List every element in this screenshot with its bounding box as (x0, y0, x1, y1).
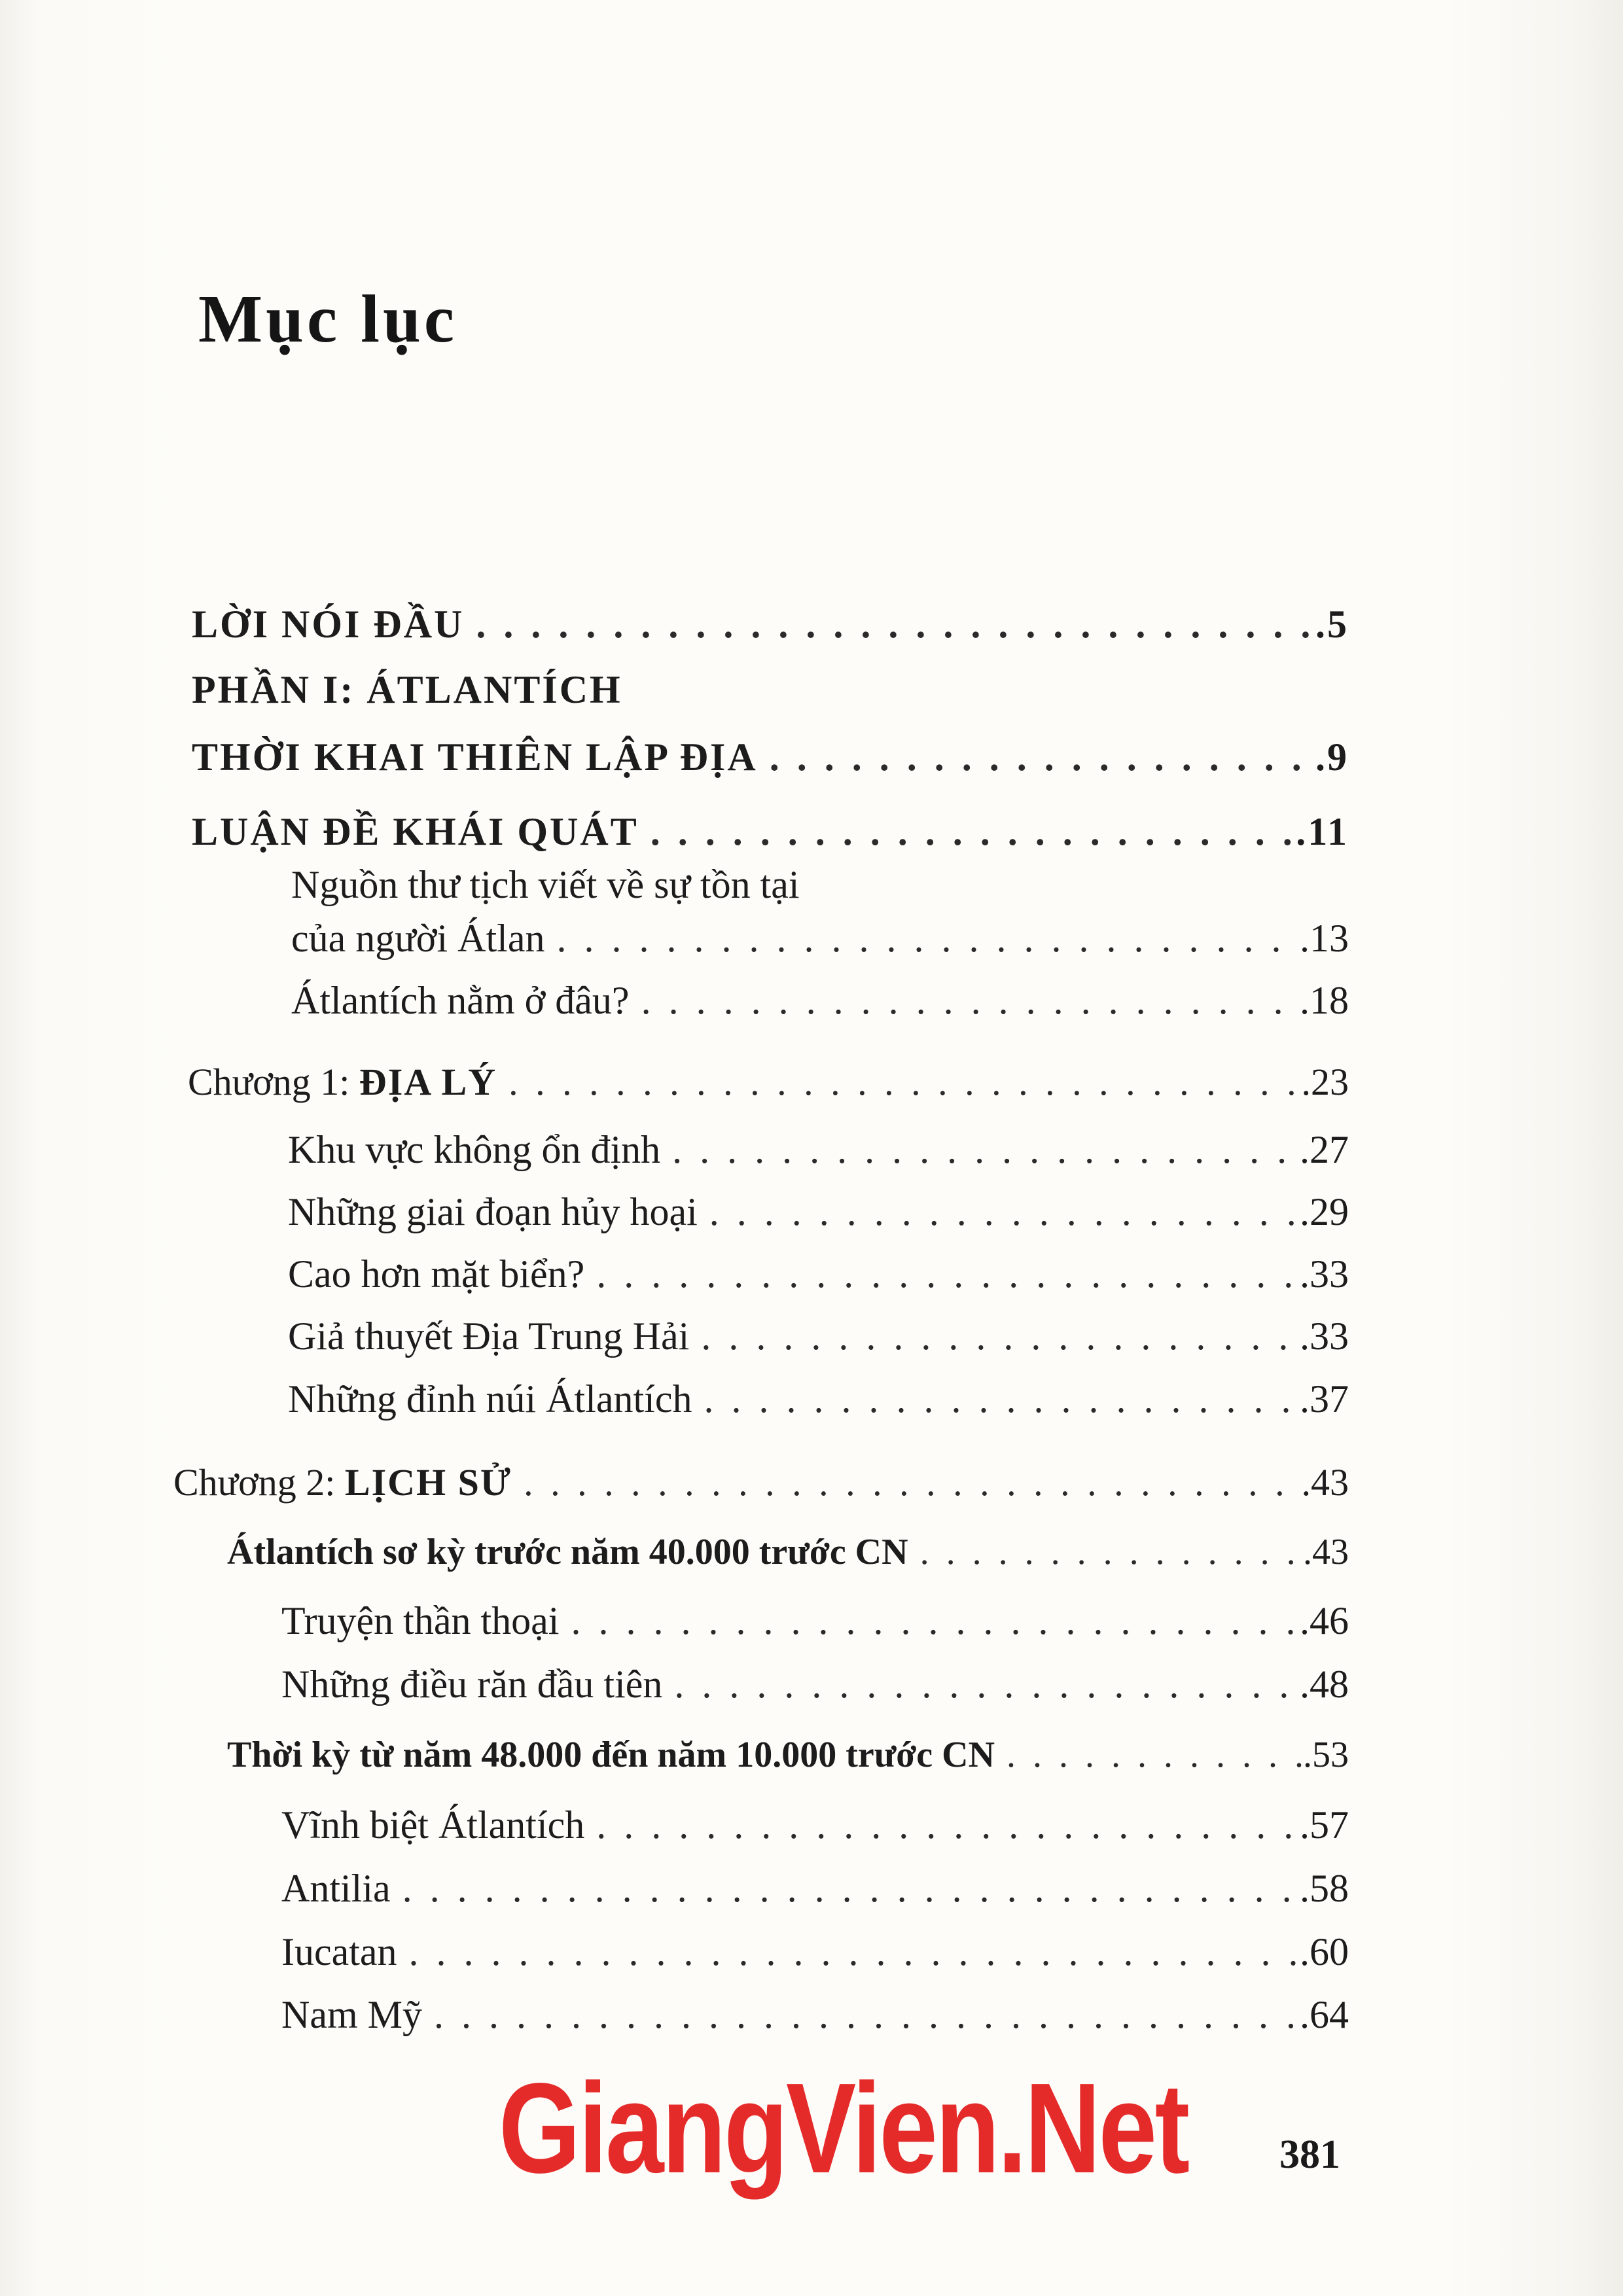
toc-entry-so-ky[interactable] (227, 1531, 1349, 1583)
dot-leader (709, 1190, 1300, 1235)
dot-leader (701, 1314, 1300, 1359)
toc-entry-dieu-ran[interactable] (281, 1662, 1349, 1714)
toc-entry-page: .43 (1301, 1461, 1349, 1504)
toc-entry-label: Khu vực không ổn định (288, 1128, 661, 1171)
dot-leader (556, 916, 1300, 961)
toc-entry-label: Những điều răn đầu tiên (281, 1663, 663, 1706)
toc-entry-atlantich-nam-o-dau[interactable] (291, 978, 1349, 1031)
toc-entry-vinh-biet[interactable] (281, 1803, 1349, 1855)
toc-entry-page: .27 (1300, 1128, 1349, 1171)
dot-leader (434, 1992, 1300, 2038)
chapter-title: ĐỊA LÝ (359, 1061, 497, 1103)
dot-leader (674, 1662, 1300, 1707)
toc-entry-page: .9 (1315, 735, 1349, 779)
toc-entry-label: LỜI NÓI ĐẦU (192, 603, 465, 646)
dot-leader (651, 809, 1296, 855)
toc-entry-label: PHẦN I: ÁTLANTÍCH (192, 668, 622, 711)
toc-entry-page: .5 (1315, 603, 1349, 646)
toc-entry-page: .29 (1300, 1190, 1349, 1233)
dot-leader (524, 1460, 1301, 1504)
dot-leader (476, 602, 1315, 647)
toc-entry-label: Truyện thần thoại (281, 1599, 560, 1642)
toc-entry-thoi-ky[interactable] (227, 1734, 1349, 1786)
toc-entry-page: .43 (1303, 1532, 1349, 1572)
dot-leader (596, 1803, 1300, 1848)
site-watermark: GiangVien.Net (499, 2057, 1188, 2200)
toc-entry-label: Átlantích nằm ở đâu? (291, 979, 630, 1022)
dot-leader (571, 1598, 1300, 1644)
toc-entry-dia-trung-hai[interactable] (288, 1314, 1349, 1366)
toc-entry-label: THỜI KHAI THIÊN LẬP ĐỊA (192, 735, 758, 779)
toc-entry-nam-my[interactable] (281, 1992, 1349, 2045)
page-number: 381 (1279, 2132, 1340, 2177)
chapter-prefix: Chương 2: (173, 1461, 345, 1504)
toc-entry-label: Những giai đoạn hủy hoại (288, 1190, 698, 1233)
toc-entry-cao-hon-mat-bien[interactable] (288, 1252, 1349, 1304)
toc-entry-luan-de[interactable] (192, 809, 1349, 862)
toc-entry-page: .37 (1300, 1377, 1349, 1421)
toc-entry-label: Átlantích sơ kỳ trước năm 40.000 trước CN (227, 1532, 908, 1572)
dot-leader (409, 1930, 1300, 1975)
toc-entry-chuong-2[interactable] (173, 1460, 1349, 1513)
toc-entry-page: .23 (1301, 1061, 1349, 1103)
toc-entry-nguon-thu-tich[interactable] (291, 862, 1349, 915)
toc-entry-dinh-nui[interactable] (288, 1377, 1349, 1429)
dot-leader (704, 1377, 1300, 1422)
toc-entry-thoi-khai-thien[interactable] (192, 735, 1349, 787)
toc-entry-page: .48 (1300, 1663, 1349, 1706)
toc-entry-cua-nguoi-atlan[interactable] (291, 916, 1349, 968)
dot-leader (920, 1531, 1303, 1573)
toc-entry-label: Vĩnh biệt Átlantích (281, 1803, 585, 1846)
toc-entry-page: .13 (1300, 917, 1349, 960)
toc-entry-page: .53 (1303, 1735, 1349, 1775)
toc-entry-label: của người Átlan (291, 917, 545, 960)
toc-entry-label (173, 1460, 512, 1504)
toc-entry-page: .64 (1300, 1993, 1349, 2036)
toc-entry-label: Những đỉnh núi Átlantích (288, 1377, 692, 1421)
dot-leader (596, 1252, 1300, 1297)
dot-leader (1007, 1734, 1303, 1776)
toc-entry-label: Cao hơn mặt biển? (288, 1252, 585, 1296)
toc-entry-antilia[interactable] (281, 1866, 1349, 1918)
dot-leader (402, 1866, 1300, 1911)
toc-entry-khu-vuc[interactable] (288, 1127, 1349, 1180)
toc-entry-label: Nguồn thư tịch viết về sự tồn tại (291, 863, 800, 906)
toc-entry-label: Thời kỳ từ năm 48.000 đến năm 10.000 trước CN (227, 1735, 995, 1775)
toc-entry-page: .33 (1300, 1315, 1349, 1358)
page-title: Mục lục (198, 281, 458, 357)
toc-entry-truyen-than-thoai[interactable] (281, 1598, 1349, 1651)
toc-entry-label: Iucatan (281, 1930, 397, 1973)
toc-entry-iucatan[interactable] (281, 1930, 1349, 1982)
toc-entry-loi-noi-dau[interactable] (192, 602, 1349, 654)
chapter-prefix: Chương 1: (188, 1061, 359, 1103)
toc-entry-label (188, 1060, 497, 1104)
toc-entry-label: LUẬN ĐỀ KHÁI QUÁT (192, 810, 639, 853)
dot-leader (770, 735, 1315, 780)
toc-entry-page: .57 (1300, 1803, 1349, 1846)
toc-entry-page: .46 (1300, 1599, 1349, 1642)
chapter-title: LỊCH SỬ (344, 1461, 512, 1504)
toc-entry-label: Giả thuyết Địa Trung Hải (288, 1315, 690, 1358)
toc-entry-phan-1[interactable] (192, 667, 1349, 720)
toc-entry-page: .60 (1300, 1930, 1349, 1973)
dot-leader (508, 1060, 1301, 1104)
dot-leader (672, 1127, 1300, 1173)
toc-entry-page: .18 (1300, 979, 1349, 1022)
toc-entry-page: .33 (1300, 1252, 1349, 1296)
dot-leader (641, 978, 1300, 1023)
toc-entry-giai-doan-huy-hoai[interactable] (288, 1190, 1349, 1242)
toc-entry-label: Nam Mỹ (281, 1993, 422, 2036)
toc-entry-page: .11 (1296, 810, 1349, 853)
toc-entry-label: Antilia (281, 1867, 391, 1910)
toc-entry-chuong-1[interactable] (188, 1060, 1349, 1112)
toc-entry-page: .58 (1300, 1867, 1349, 1910)
